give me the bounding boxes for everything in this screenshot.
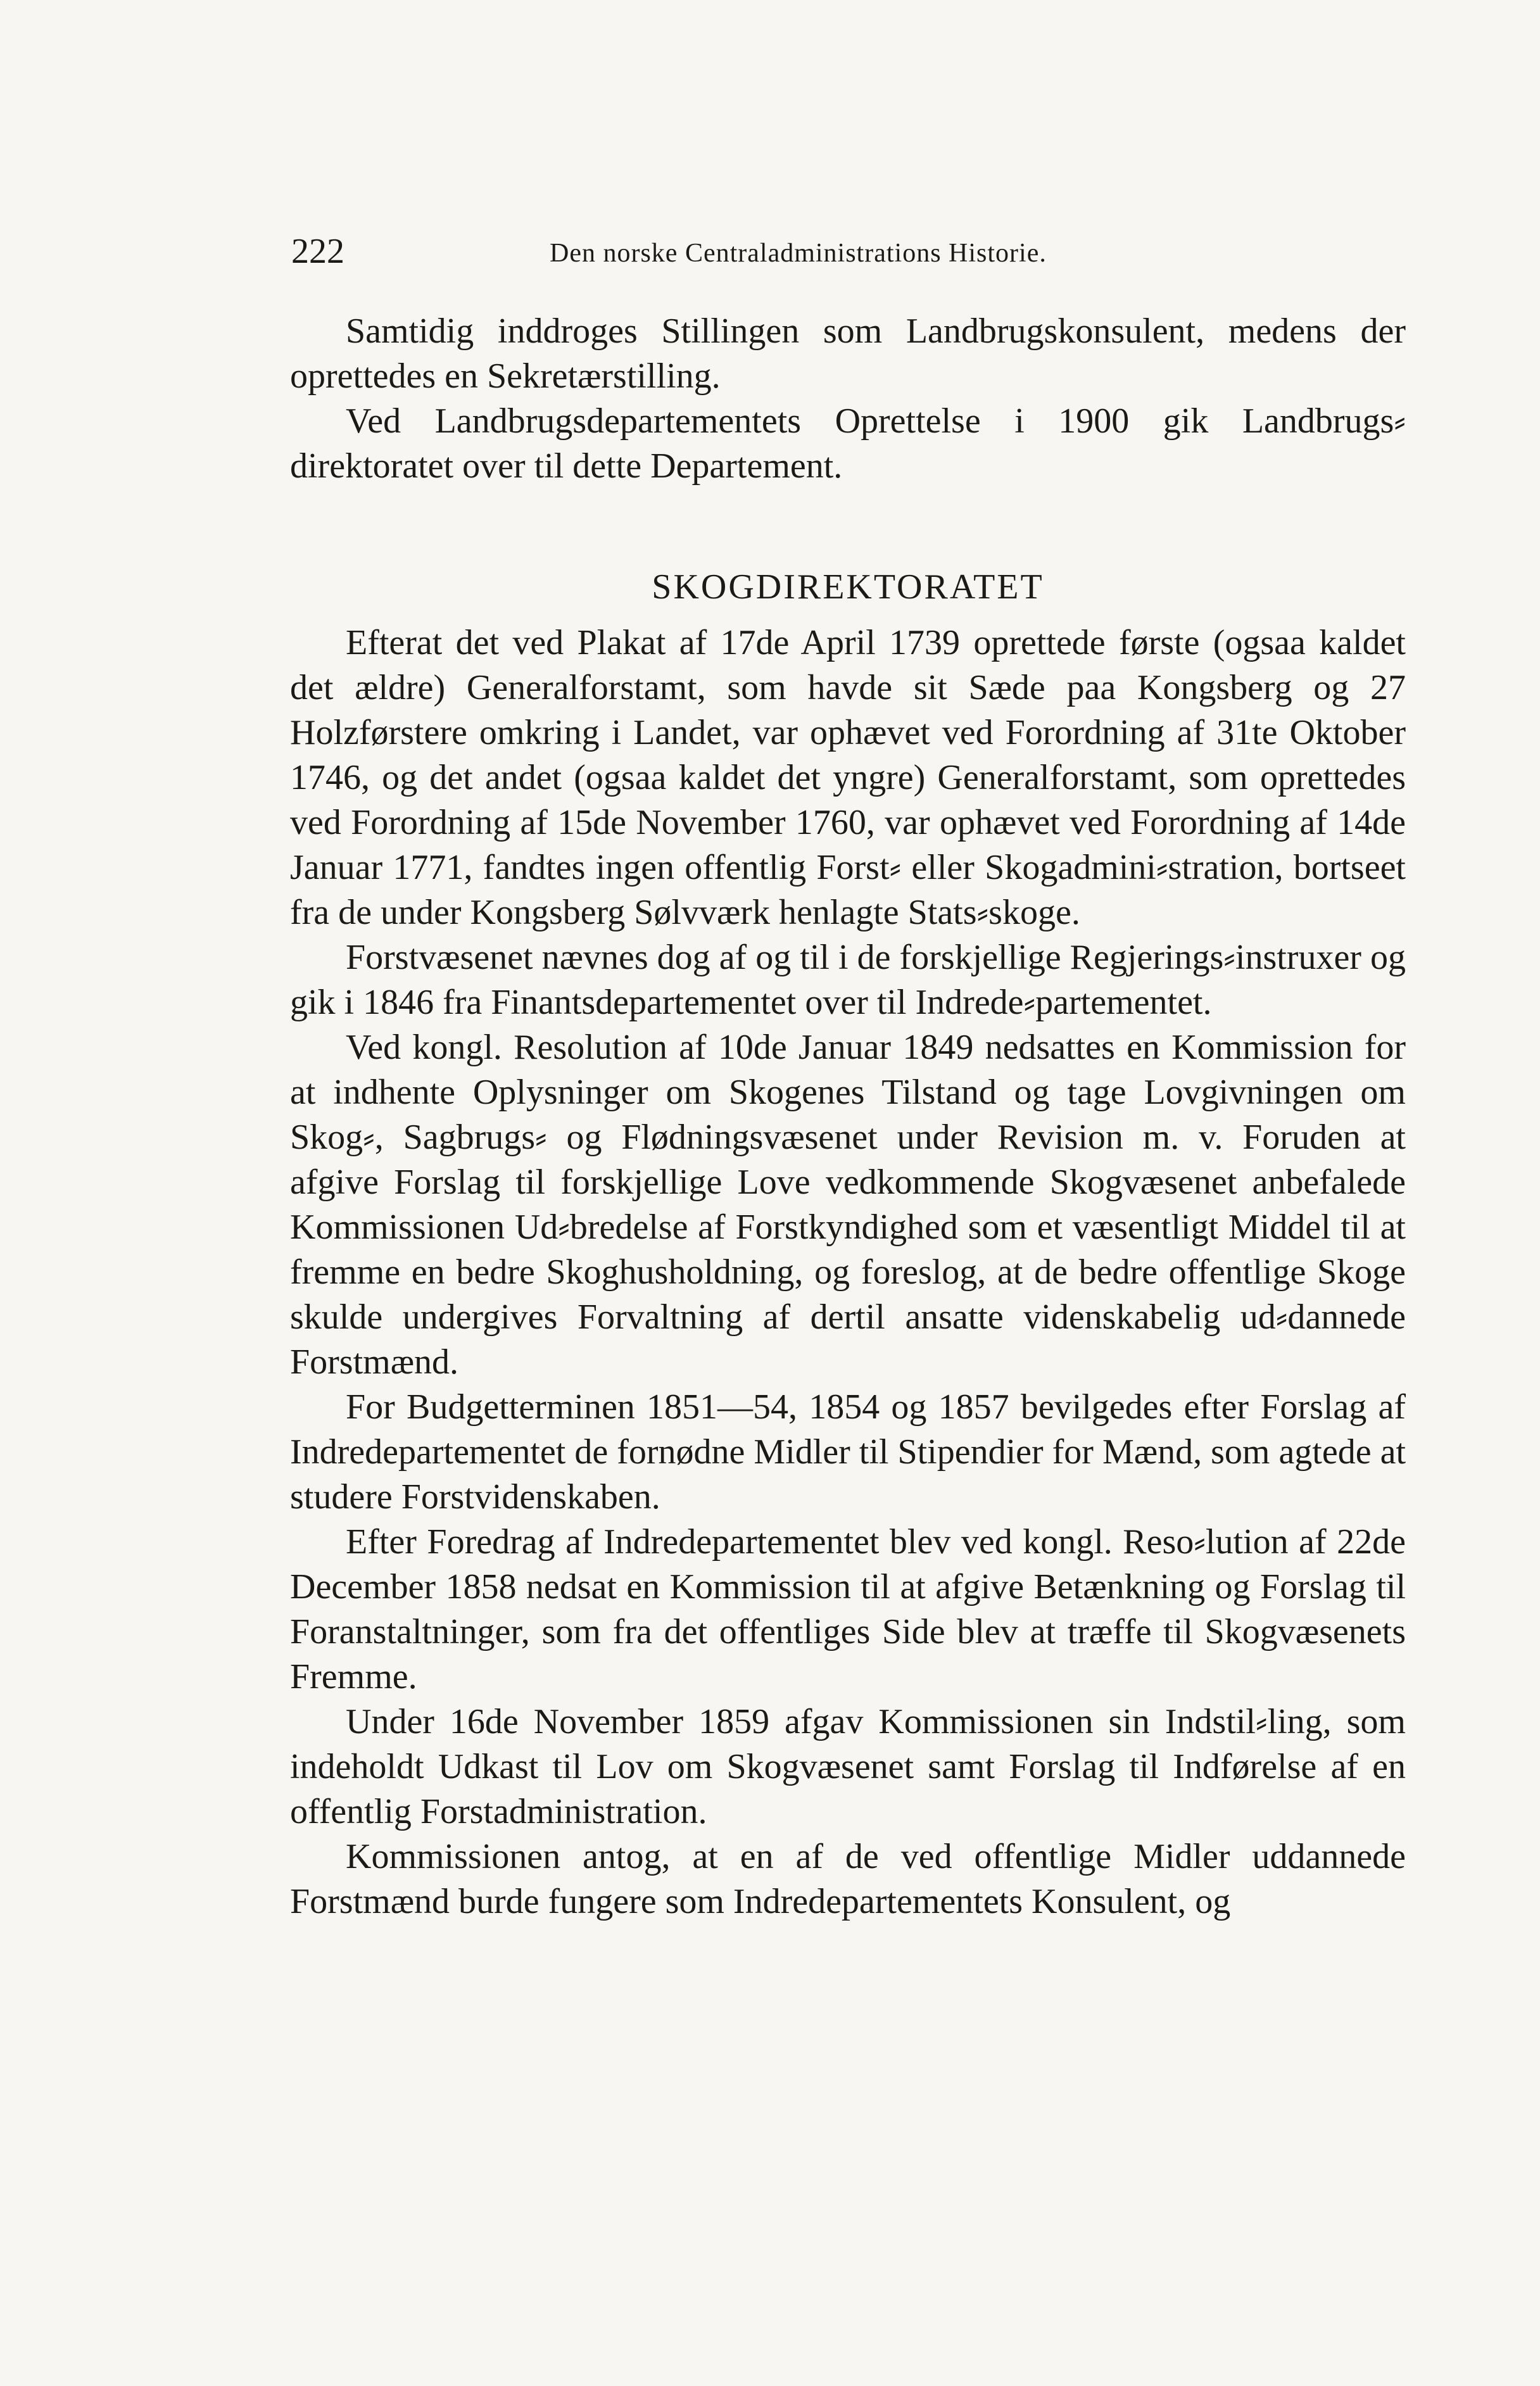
paragraph: For Budgetterminen 1851—54, 1854 og 1857 bevilgedes efter Forslag af Indredepartementet de fornødne Midler til Stipendier for Mænd, som agtede at studere Forstvidenskaben. xyxy=(290,1387,1406,1517)
section-heading: SKOGDIREKTORATET xyxy=(652,567,1044,607)
running-title: Den norske Centraladministrations Historie. xyxy=(550,239,1047,268)
paragraph: Kommissionen antog, at en af de ved offentlige Midler uddannede Forstmænd burde fungere som Indredepartementets Konsulent, og xyxy=(290,1837,1406,1921)
paragraph: Ved Landbrugsdepartementets Oprettelse i 1900 gik Landbrugs⸗direktoratet over til dette Departement. xyxy=(290,401,1406,486)
paragraph: Efter Foredrag af Indredepartementet blev ved kongl. Reso⸗lution af 22de December 1858 nedsat en Kommission til at afgive Betænkning og Forslag til Foranstaltninger, som fra det offentliges Side blev at træffe til Skogvæsenets Fremme. xyxy=(290,1522,1406,1696)
paragraph: Ved kongl. Resolution af 10de Januar 1849 nedsattes en Kommission for at indhente Oplysninger om Skogenes Tilstand og tage Lovgivningen om Skog⸗, Sagbrugs⸗ og Flødningsvæsenet under Revision m. v. Foruden at afgive Forslag til forskjellige Love vedkommende Skogvæsenet anbefalede Kommissionen Ud⸗bredelse af Forstkyndighed som et væsentligt Middel til at fremme en bedre Skoghusholdning, og foreslog, at de bedre offentlige Skoge skulde undergives Forvaltning af dertil ansatte videnskabelig ud⸗dannede Forstmænd. xyxy=(290,1028,1406,1382)
paragraph: Forstvæsenet nævnes dog af og til i de forskjellige Regjerings⸗instruxer og gik i 1846 fra Finantsdepartementet over til Indrede⸗partementet. xyxy=(290,938,1406,1022)
paragraph: Under 16de November 1859 afgav Kommissionen sin Indstil⸗ling, som indeholdt Udkast til Lov om Skogvæsenet samt Forslag til Indførelse af en offentlig Forstadministration. xyxy=(290,1702,1406,1831)
paragraph: Efterat det ved Plakat af 17de April 1739 oprettede første (ogsaa kaldet det ældre) Generalforstamt, som havde sit Sæde paa Kongsberg og 27 Holzførstere omkring i Landet, var ophævet ved Forordning af 31te Oktober 1746, og det andet (ogsaa kaldet det yngre) Generalforstamt, som oprettedes ved Forordning af 15de November 1760, var ophævet ved Forordning af 14de Januar 1771, fandtes ingen offentlig Forst⸗ eller Skogadmini⸗stration, bortseet fra de under Kongsberg Sølvværk henlagte Stats⸗skoge. xyxy=(290,623,1406,932)
intro-text xyxy=(290,309,1406,489)
section-body xyxy=(290,621,1406,1924)
page-number: 222 xyxy=(291,232,344,271)
paragraph: Samtidig inddroges Stillingen som Landbrugskonsulent, medens der oprettedes en Sekretærstilling. xyxy=(290,312,1406,396)
running-head xyxy=(291,229,1279,274)
